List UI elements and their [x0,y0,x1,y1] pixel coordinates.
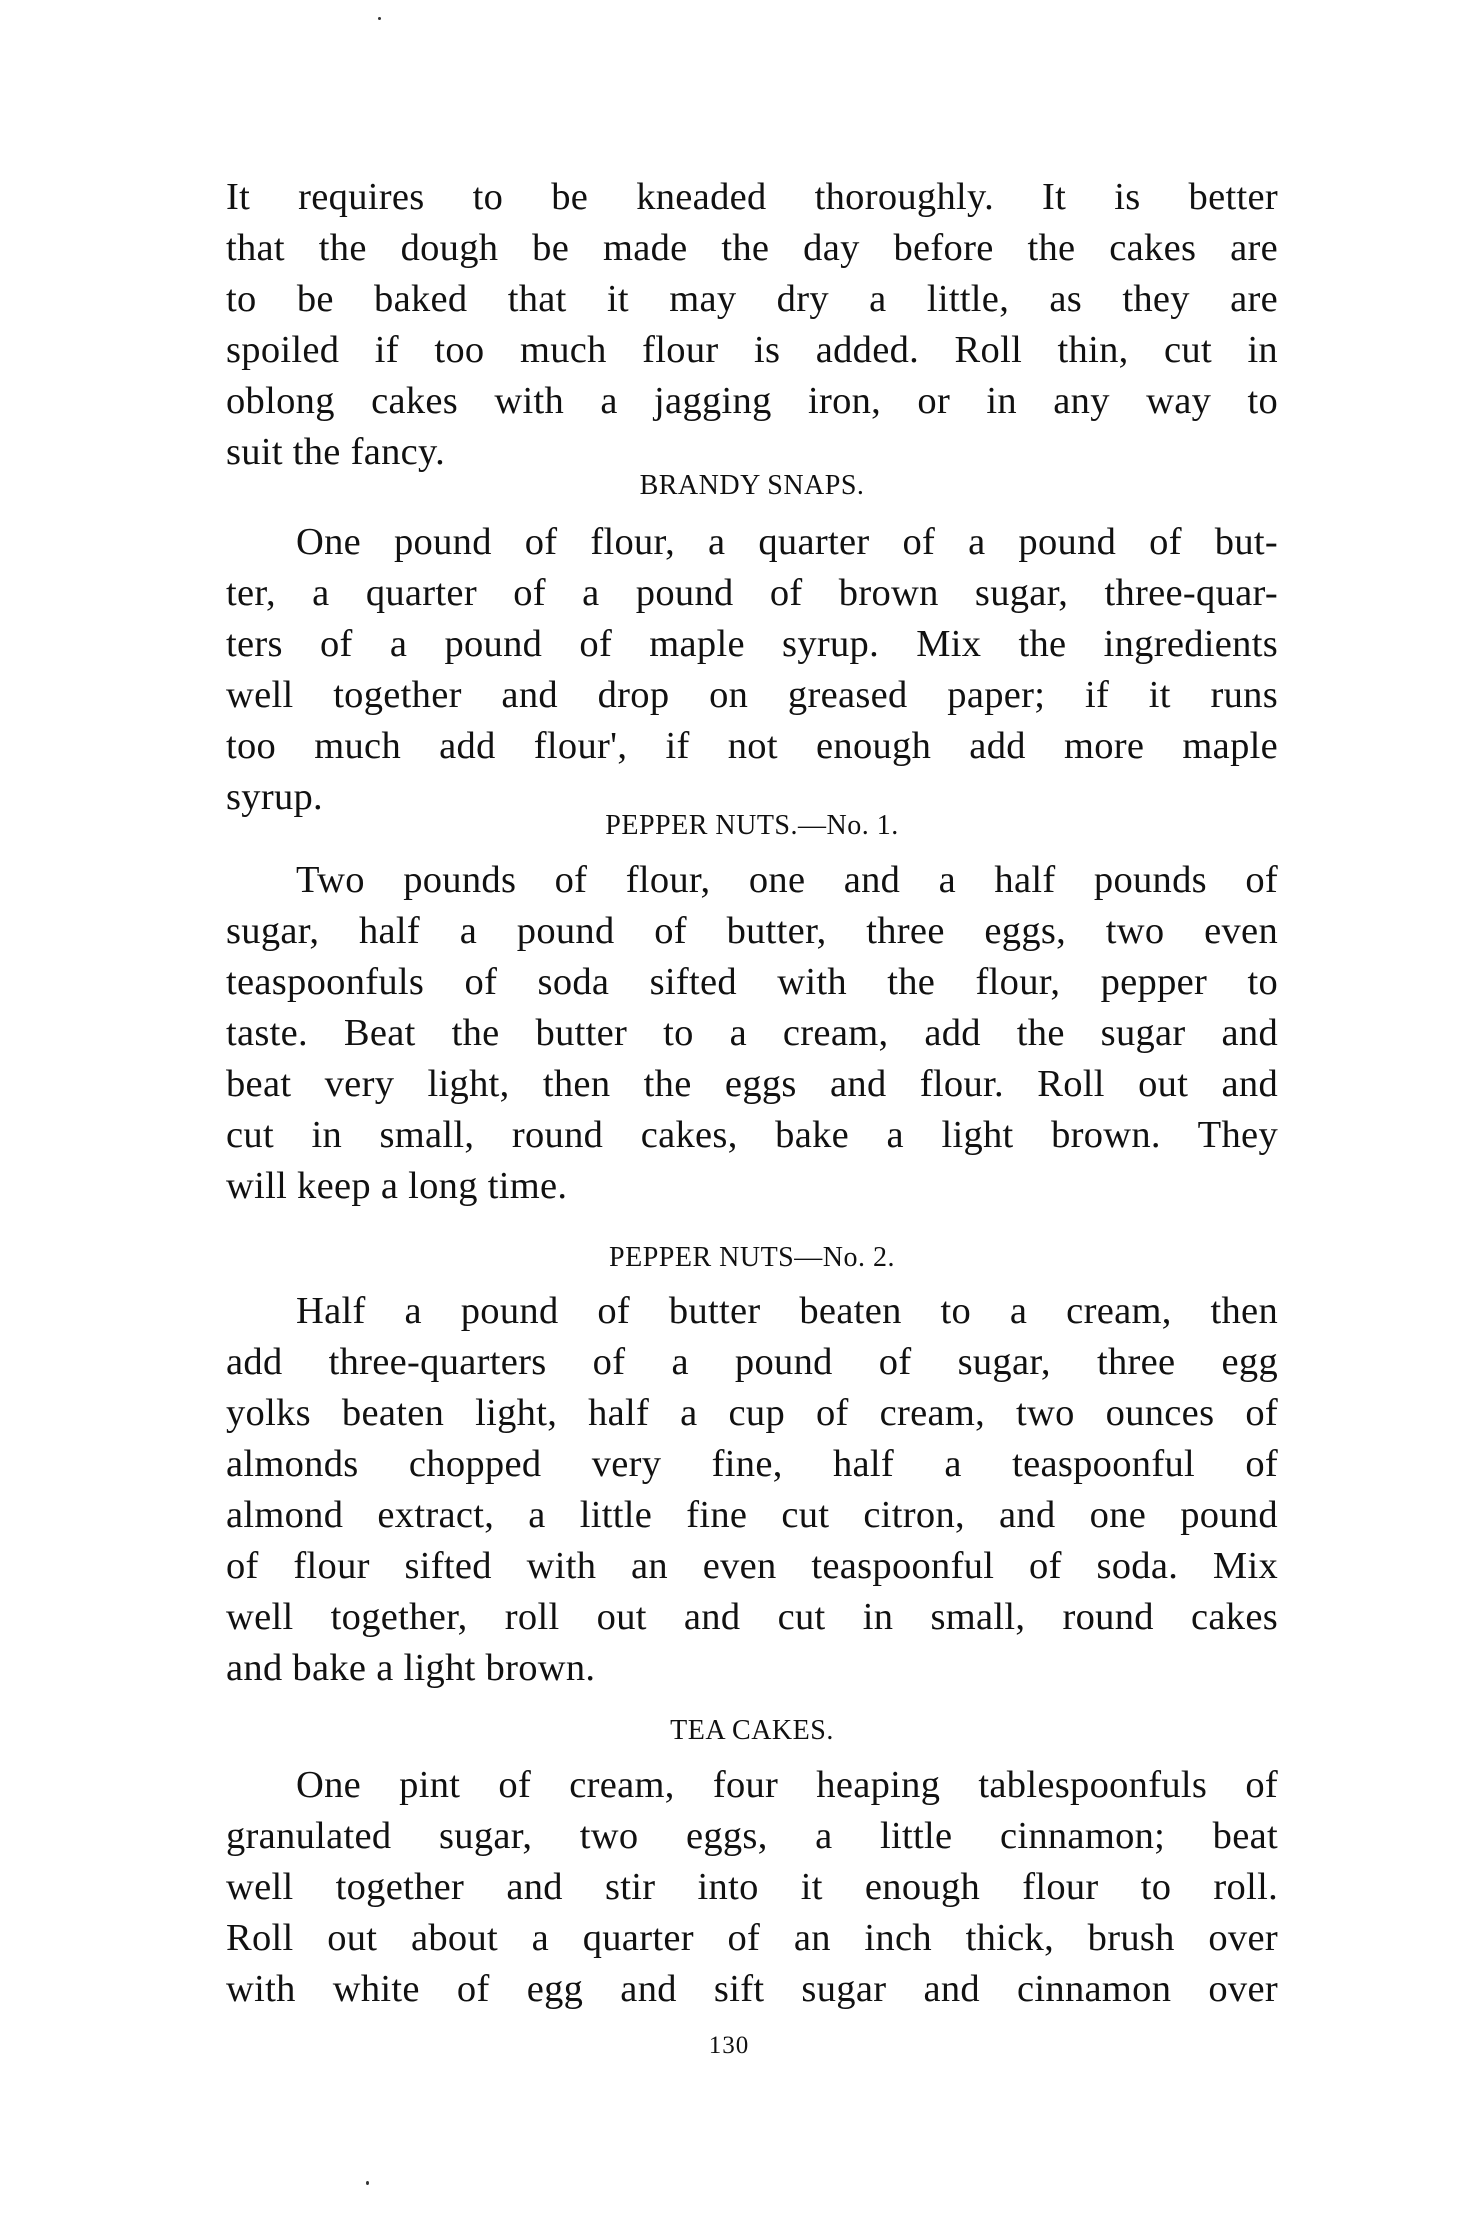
text-line: ters of a pound of maple syrup. Mix the ingredients [226,623,1278,665]
text-line: almonds chopped very fine, half a teaspoonful of [226,1443,1278,1485]
text-line: add three-quarters of a pound of sugar, three egg [226,1341,1278,1383]
text-line: almond extract, a little fine cut citron, and one pound [226,1494,1278,1536]
heading-pepper-nuts-2: PEPPER NUTS—No. 2. [609,1242,895,1273]
text-line: teaspoonfuls of soda sifted with the flour, pepper to [226,961,1278,1003]
text-line: well together and stir into it enough flour to roll. [226,1866,1278,1908]
text-line: of flour sifted with an even teaspoonful of soda. Mix [226,1545,1278,1587]
tea-cakes-paragraph [226,1760,1278,2015]
text-line: One pound of flour, a quarter of a pound of but- [296,521,1278,563]
text-line: sugar, half a pound of butter, three eggs, two even [226,910,1278,952]
text-line: to be baked that it may dry a little, as they are [226,278,1278,320]
text-line: and bake a light brown. [226,1647,596,1689]
text-line: will keep a long time. [226,1165,568,1207]
scan-speck [378,17,381,20]
text-line: well together, roll out and cut in small, round cakes [226,1596,1278,1638]
text-line: too much add flour', if not enough add more maple [226,725,1278,767]
text-line: beat very light, then the eggs and flour. Roll out and [226,1063,1278,1105]
pepper-nuts-2-paragraph [226,1286,1278,1694]
text-line: granulated sugar, two eggs, a little cinnamon; beat [226,1815,1278,1857]
scan-speck [366,2181,369,2185]
heading-tea-cakes: TEA CAKES. [670,1715,834,1746]
text-line: well together and drop on greased paper; if it runs [226,674,1278,716]
text-line: One pint of cream, four heaping tablespoonfuls of [296,1764,1278,1806]
text-line: oblong cakes with a jagging iron, or in any way to [226,380,1278,422]
heading-pepper-nuts-1: PEPPER NUTS.—No. 1. [605,810,899,841]
text-line: spoiled if too much flour is added. Roll thin, cut in [226,329,1278,371]
text-line: syrup. [226,776,323,818]
heading-brandy-snaps: BRANDY SNAPS. [639,470,865,501]
text-line: that the dough be made the day before the cakes are [226,227,1278,269]
text-line: suit the fancy. [226,431,446,473]
text-line: taste. Beat the butter to a cream, add the sugar and [226,1012,1278,1054]
page-number: 130 [708,2032,750,2059]
intro-paragraph [226,172,1278,478]
text-line: cut in small, round cakes, bake a light brown. They [226,1114,1278,1156]
text-line: with white of egg and sift sugar and cinnamon over [226,1968,1278,2010]
text-line: ter, a quarter of a pound of brown sugar, three-quar- [226,572,1278,614]
pepper-nuts-1-paragraph [226,855,1278,1212]
text-line: Half a pound of butter beaten to a cream, then [296,1290,1278,1332]
text-line: Roll out about a quarter of an inch thick, brush over [226,1917,1278,1959]
text-line: It requires to be kneaded thoroughly. It is better [226,176,1278,218]
brandy-snaps-paragraph [226,517,1278,823]
text-line: Two pounds of flour, one and a half pounds of [296,859,1278,901]
text-line: yolks beaten light, half a cup of cream, two ounces of [226,1392,1278,1434]
